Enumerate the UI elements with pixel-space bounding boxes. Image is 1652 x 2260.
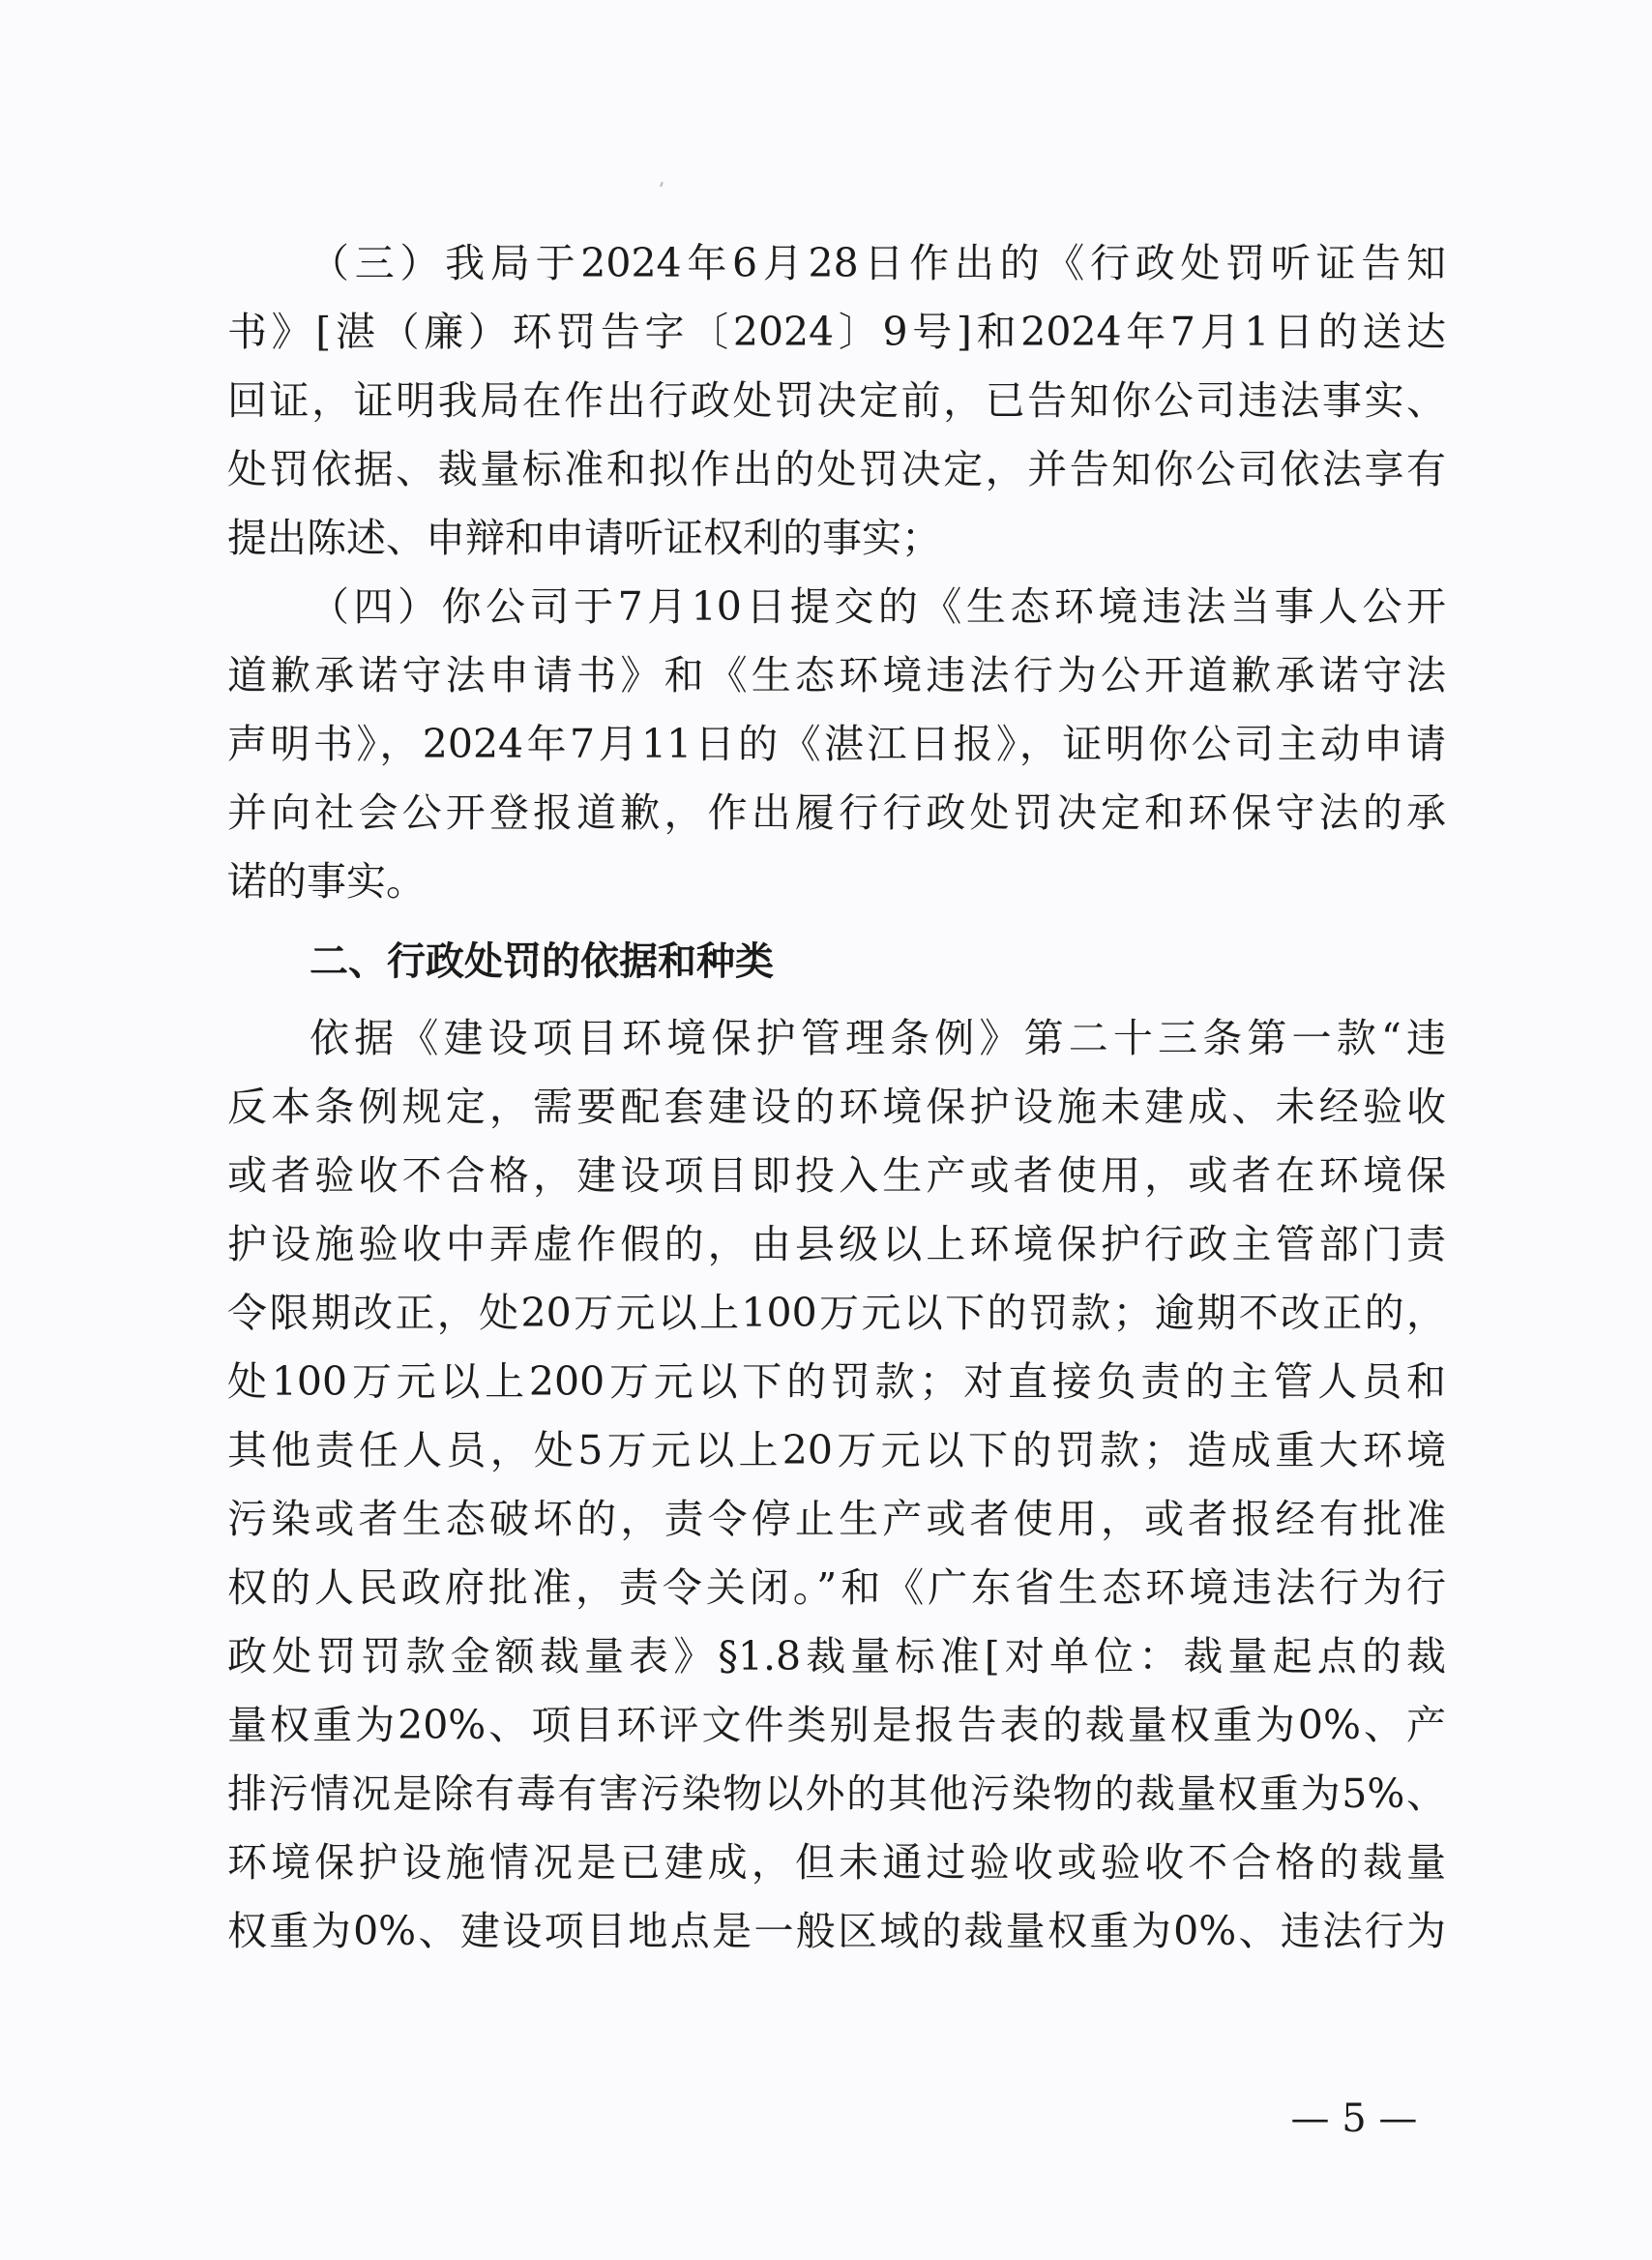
paragraph-3-line-5: 提出陈述、申辩和申请听证权利的事实；	[227, 515, 941, 561]
basis-line-4: 护设施验收中弄虚作假的，由县级以上环境保护行政主管部门责	[227, 1221, 1446, 1267]
basis-line-9: 权的人民政府批准，责令关闭。”和《广东省生态环境违法行为行	[227, 1564, 1446, 1611]
basis-line-6: 处100万元以上200万元以下的罚款；对直接负责的主管人员和	[227, 1358, 1446, 1405]
section-heading: 二、行政处罚的依据和种类	[310, 939, 774, 984]
basis-line-11: 量权重为20%、项目环评文件类别是报告表的裁量权重为0%、产	[227, 1702, 1446, 1748]
basis-line-2: 反本条例规定，需要配套建设的环境保护设施未建成、未经验收	[227, 1084, 1446, 1130]
paragraph-3-line-3: 回证，证明我局在作出行政处罚决定前，已告知你公司违法事实、	[227, 377, 1446, 424]
paragraph-3-line-2: 书》[湛（廉）环罚告字〔2024〕9号]和2024年7月1日的送达	[227, 309, 1446, 355]
basis-line-10: 政处罚罚款金额裁量表》§1.8裁量标准[对单位：裁量起点的裁	[227, 1633, 1446, 1680]
basis-line-5: 令限期改正，处20万元以上100万元以下的罚款；逾期不改正的，	[227, 1290, 1446, 1336]
basis-line-14: 权重为0%、建设项目地点是一般区域的裁量权重为0%、违法行为	[227, 1908, 1446, 1954]
paragraph-4-line-4: 并向社会公开登报道歉，作出履行行政处罚决定和环保守法的承	[227, 789, 1446, 836]
paragraph-3-line-1: （三）我局于2024年6月28日作出的《行政处罚听证告知	[310, 240, 1446, 286]
paragraph-4-line-5: 诺的事实。	[227, 858, 426, 905]
basis-line-13: 环境保护设施情况是已建成，但未通过验收或验收不合格的裁量	[227, 1839, 1446, 1886]
basis-line-8: 污染或者生态破坏的，责令停止生产或者使用，或者报经有批准	[227, 1496, 1446, 1542]
page-number: — 5 —	[1290, 2096, 1418, 2141]
scan-speck	[660, 182, 664, 187]
paragraph-4-line-1: （四）你公司于7月10日提交的《生态环境违法当事人公开	[310, 583, 1446, 630]
paragraph-4-line-2: 道歉承诺守法申请书》和《生态环境违法行为公开道歉承诺守法	[227, 652, 1446, 699]
basis-line-1: 依据《建设项目环境保护管理条例》第二十三条第一款“违	[310, 1015, 1446, 1061]
paragraph-4-line-3: 声明书》，2024年7月11日的《湛江日报》，证明你公司主动申请	[227, 721, 1446, 767]
paragraph-3-line-4: 处罚依据、裁量标准和拟作出的处罚决定，并告知你公司依法享有	[227, 446, 1446, 492]
basis-line-12: 排污情况是除有毒有害污染物以外的其他污染物的裁量权重为5%、	[227, 1770, 1446, 1817]
basis-line-3: 或者验收不合格，建设项目即投入生产或者使用，或者在环境保	[227, 1152, 1446, 1199]
basis-line-7: 其他责任人员，处5万元以上20万元以下的罚款；造成重大环境	[227, 1427, 1446, 1473]
